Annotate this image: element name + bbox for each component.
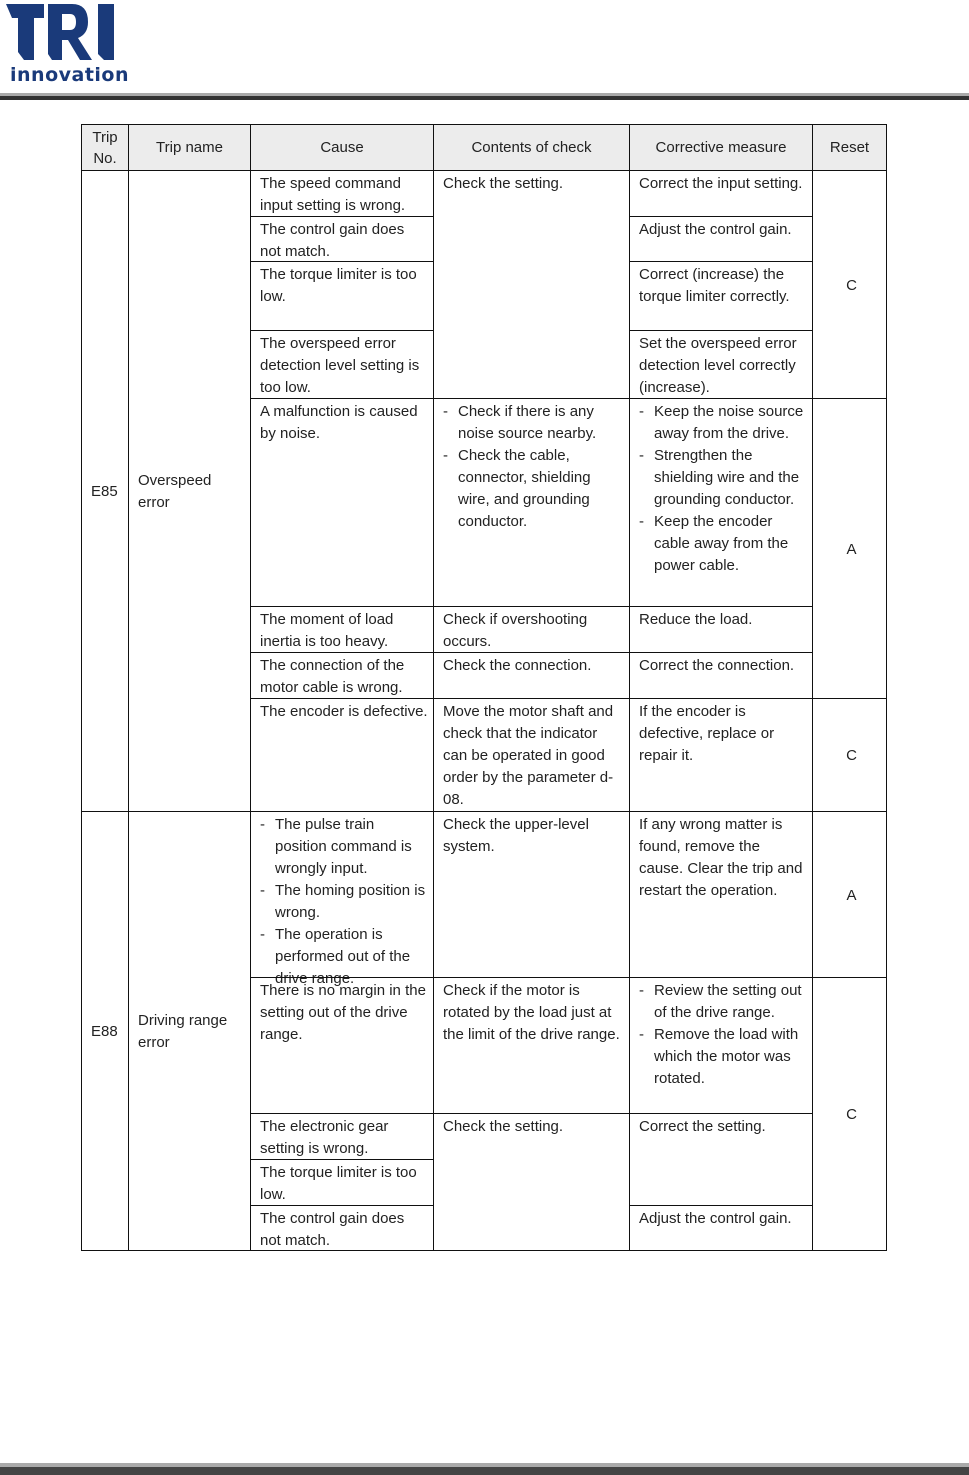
cause-cell: The torque limiter is too low. [250, 1159, 434, 1206]
corrective-measure-cell: Set the overspeed error detection level correctly (increase). [629, 330, 813, 399]
cause-cell: The moment of load inertia is too heavy. [250, 606, 434, 653]
corrective-measure-cell: If the encoder is defective, replace or repair it. [629, 698, 813, 812]
corrective-measure-cell: Correct (increase) the torque limiter correctly. [629, 261, 813, 331]
column-header: Trip No. [81, 124, 129, 171]
cause-cell: The speed command input setting is wrong. [250, 170, 434, 217]
check-cell [433, 398, 630, 607]
bullet-item: - The operation is performed out of the drive range. [260, 924, 428, 990]
check-cell: Check the connection. [433, 652, 630, 699]
column-header: Reset [812, 124, 887, 171]
cause-cell: The control gain does not match. [250, 216, 434, 262]
check-cell: Move the motor shaft and check that the indicator can be operated in good order by the parameter d-08. [433, 698, 630, 812]
reset-cell: A [812, 398, 887, 699]
check-cell: Check the upper-level system. [433, 811, 630, 978]
reset-cell: A [812, 811, 887, 978]
cause-cell: The encoder is defective. [250, 698, 434, 812]
check-cell: Check the setting. [433, 1113, 630, 1251]
bullet-item: - Check the cable, connector, shielding wire, and grounding conductor. [443, 445, 624, 533]
cause-cell: A malfunction is caused by noise. [250, 398, 434, 607]
bullet-item: - Check if there is any noise source nearby. [443, 401, 624, 445]
bullet-item: - The pulse train position command is wrongly input. [260, 814, 428, 880]
corrective-measure-cell: Reduce the load. [629, 606, 813, 653]
reset-cell: C [812, 170, 887, 399]
header-rule-dark [0, 96, 969, 100]
column-header: Trip name [128, 124, 251, 171]
cause-cell: The torque limiter is too low. [250, 261, 434, 331]
column-header: Cause [250, 124, 434, 171]
bullet-item: - Keep the noise source away from the drive. [639, 401, 807, 445]
reset-cell: C [812, 977, 887, 1251]
trip-number: E88 [81, 811, 129, 1251]
check-cell: Check if the motor is rotated by the load just at the limit of the drive range. [433, 977, 630, 1114]
cause-cell: The overspeed error detection level setting is too low. [250, 330, 434, 399]
logo-subtitle: innovation [10, 64, 129, 86]
trip-name: Driving range error [128, 811, 251, 1251]
bullet-item: - Review the setting out of the drive range. [639, 980, 807, 1024]
check-cell: Check if overshooting occurs. [433, 606, 630, 653]
trip-name: Overspeed error [128, 170, 251, 812]
corrective-measure-cell: Adjust the control gain. [629, 216, 813, 262]
column-header: Contents of check [433, 124, 630, 171]
bullet-item: - Remove the load with which the motor was rotated. [639, 1024, 807, 1090]
cause-cell: The electronic gear setting is wrong. [250, 1113, 434, 1160]
cause-cell: The connection of the motor cable is wrong. [250, 652, 434, 699]
check-cell: Check the setting. [433, 170, 630, 399]
corrective-measure-cell: Adjust the control gain. [629, 1205, 813, 1251]
bullet-item: - Strengthen the shielding wire and the grounding conductor. [639, 445, 807, 511]
corrective-measure-cell: Correct the connection. [629, 652, 813, 699]
trip-number: E85 [81, 170, 129, 812]
reset-cell: C [812, 698, 887, 812]
bullet-item: - Keep the encoder cable away from the power cable. [639, 511, 807, 577]
corrective-measure-cell: Correct the setting. [629, 1113, 813, 1206]
tri-logo-mark [4, 0, 120, 62]
corrective-measure-cell [629, 977, 813, 1114]
corrective-measure-cell: Correct the input setting. [629, 170, 813, 217]
corrective-measure-cell: If any wrong matter is found, remove the cause. Clear the trip and restart the operation. [629, 811, 813, 978]
bullet-item: - The homing position is wrong. [260, 880, 428, 924]
cause-cell: The control gain does not match. [250, 1205, 434, 1251]
cause-cell [250, 811, 434, 987]
column-header: Corrective measure [629, 124, 813, 171]
cause-cell: There is no margin in the setting out of the drive range. [250, 977, 434, 1114]
corrective-measure-cell [629, 398, 813, 607]
footer-rule-dark [0, 1467, 969, 1475]
company-logo [4, 0, 129, 88]
